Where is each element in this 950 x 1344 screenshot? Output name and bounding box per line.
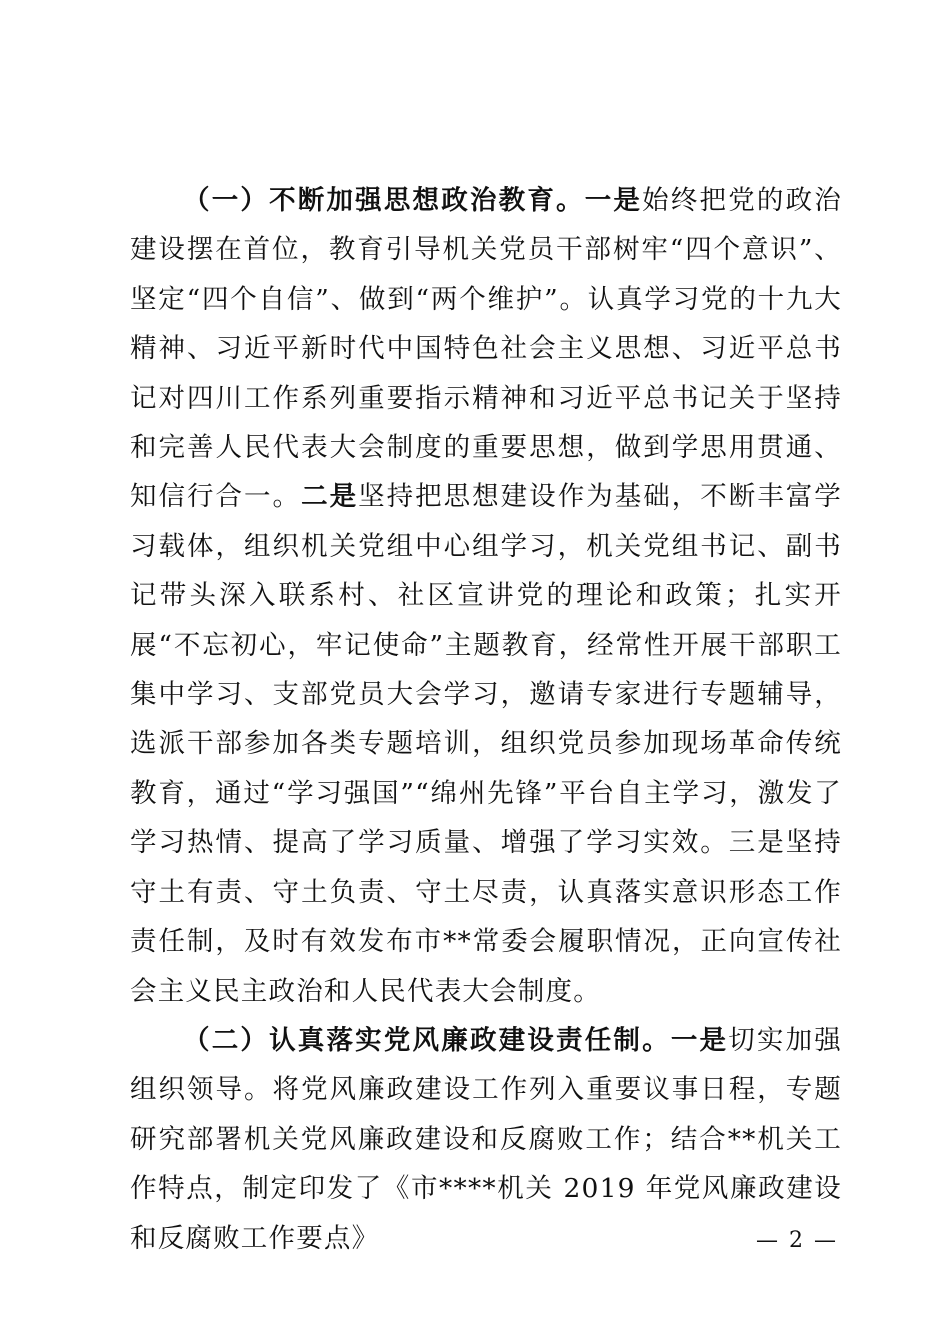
paragraph-section-2 — [130, 1016, 842, 1263]
paragraph-text: 坚持把思想建设作为基础，不断丰富学习载体，组织机关党组中心组学习，机关党组书记、副书记带头深入联系村、社区宣讲党的理论和政策；扎实开展“不忘初心，牢记使命”主题教育，经常性开展干部职工集中学习、支部党员大会学习，邀请专家进行专题辅导，选派干部参加各类专题培训，组织党员参加现场革命传统教育，通过“学习强国”“绵州先锋”平台自主学习，激发了学习热情、提高了学习质量、增强了学习实效。三是坚持守土有责、守土负责、守土尽责，认真落实意识形态工作责任制，及时有效发布市**常委会履职情况，正向宣传社会主义民主政治和人民代表大会制度。 — [130, 481, 842, 1007]
section-heading-2: （二）认真落实党风廉政建设责任制。 — [183, 1024, 671, 1056]
page-number: — 2 — — [756, 1228, 838, 1253]
enumerator: 一是 — [670, 1024, 729, 1056]
paragraph-text: 始终把党的政治建设摆在首位，教育引导机关党员干部树牢“四个意识”、坚定“四个自信”、做到“两个维护”。认真学习党的十九大精神、习近平新时代中国特色社会主义思想、习近平总书记对四川工作系列重要指示精神和习近平总书记关于坚持和完善人民代表大会制度的重要思想，做到学思用贯通、知信行合一。 — [130, 185, 842, 513]
paragraph-text: 切实加强组织领导。将党风廉政建设工作列入重要议事日程，专题研究部署机关党风廉政建设和反腐败工作；结合**机关工作特点，制定印发了《市****机关 2019 年党风廉政建设和反腐败工作要点》 — [130, 1024, 842, 1254]
section-heading-1: （一）不断加强思想政治教育。 — [183, 185, 585, 216]
enumerator: 二是 — [301, 481, 359, 513]
enumerator: 一是 — [584, 185, 643, 216]
document-body — [130, 176, 842, 1263]
paragraph-section-1 — [130, 176, 842, 1016]
